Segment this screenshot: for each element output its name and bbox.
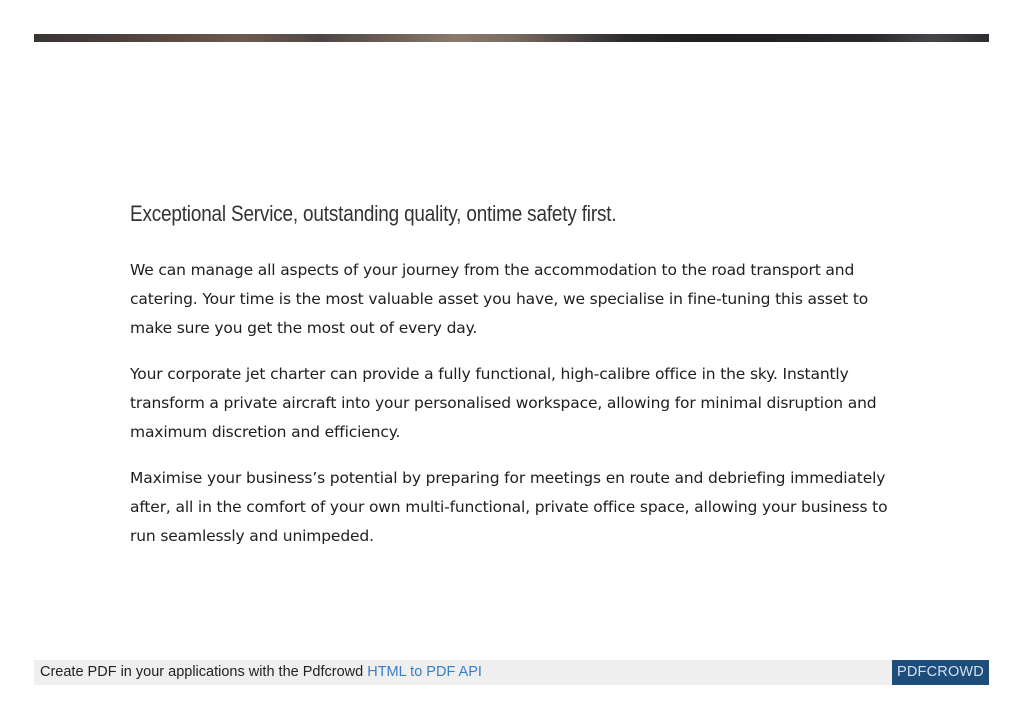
footer-text [40, 660, 482, 685]
footer-prefix: Create PDF in your applications with the Pdfcrowd [40, 664, 368, 680]
article-paragraph-1: We can manage all aspects of your journey from the accommodation to the road transport and catering. Your time is the most valuable asset you have, we specialise in fine-tuning this asset to make sure you get the most out of every day. [130, 261, 869, 337]
pdfcrowd-footer-bar [34, 660, 989, 685]
article-content [130, 198, 890, 568]
pdfcrowd-badge-button[interactable]: PDFCROWD [892, 660, 989, 685]
hero-image-strip [34, 34, 989, 42]
article-paragraph-3: Maximise your business’s potential by preparing for meetings en route and debriefing immediately after, all in the comfort of your own multi-functional, private office space, allowing your business to run seamlessly and unimpeded. [130, 469, 888, 545]
html-to-pdf-api-link[interactable]: HTML to PDF API [367, 664, 482, 680]
article-paragraph-2: Your corporate jet charter can provide a fully functional, high-calibre office in the sky. Instantly transform a private aircraft into your personalised workspace, allowing for minimal disruption and maximum discretion and efficiency. [130, 365, 877, 441]
article-heading: Exceptional Service, outstanding quality, ontime safety first. [130, 201, 617, 226]
